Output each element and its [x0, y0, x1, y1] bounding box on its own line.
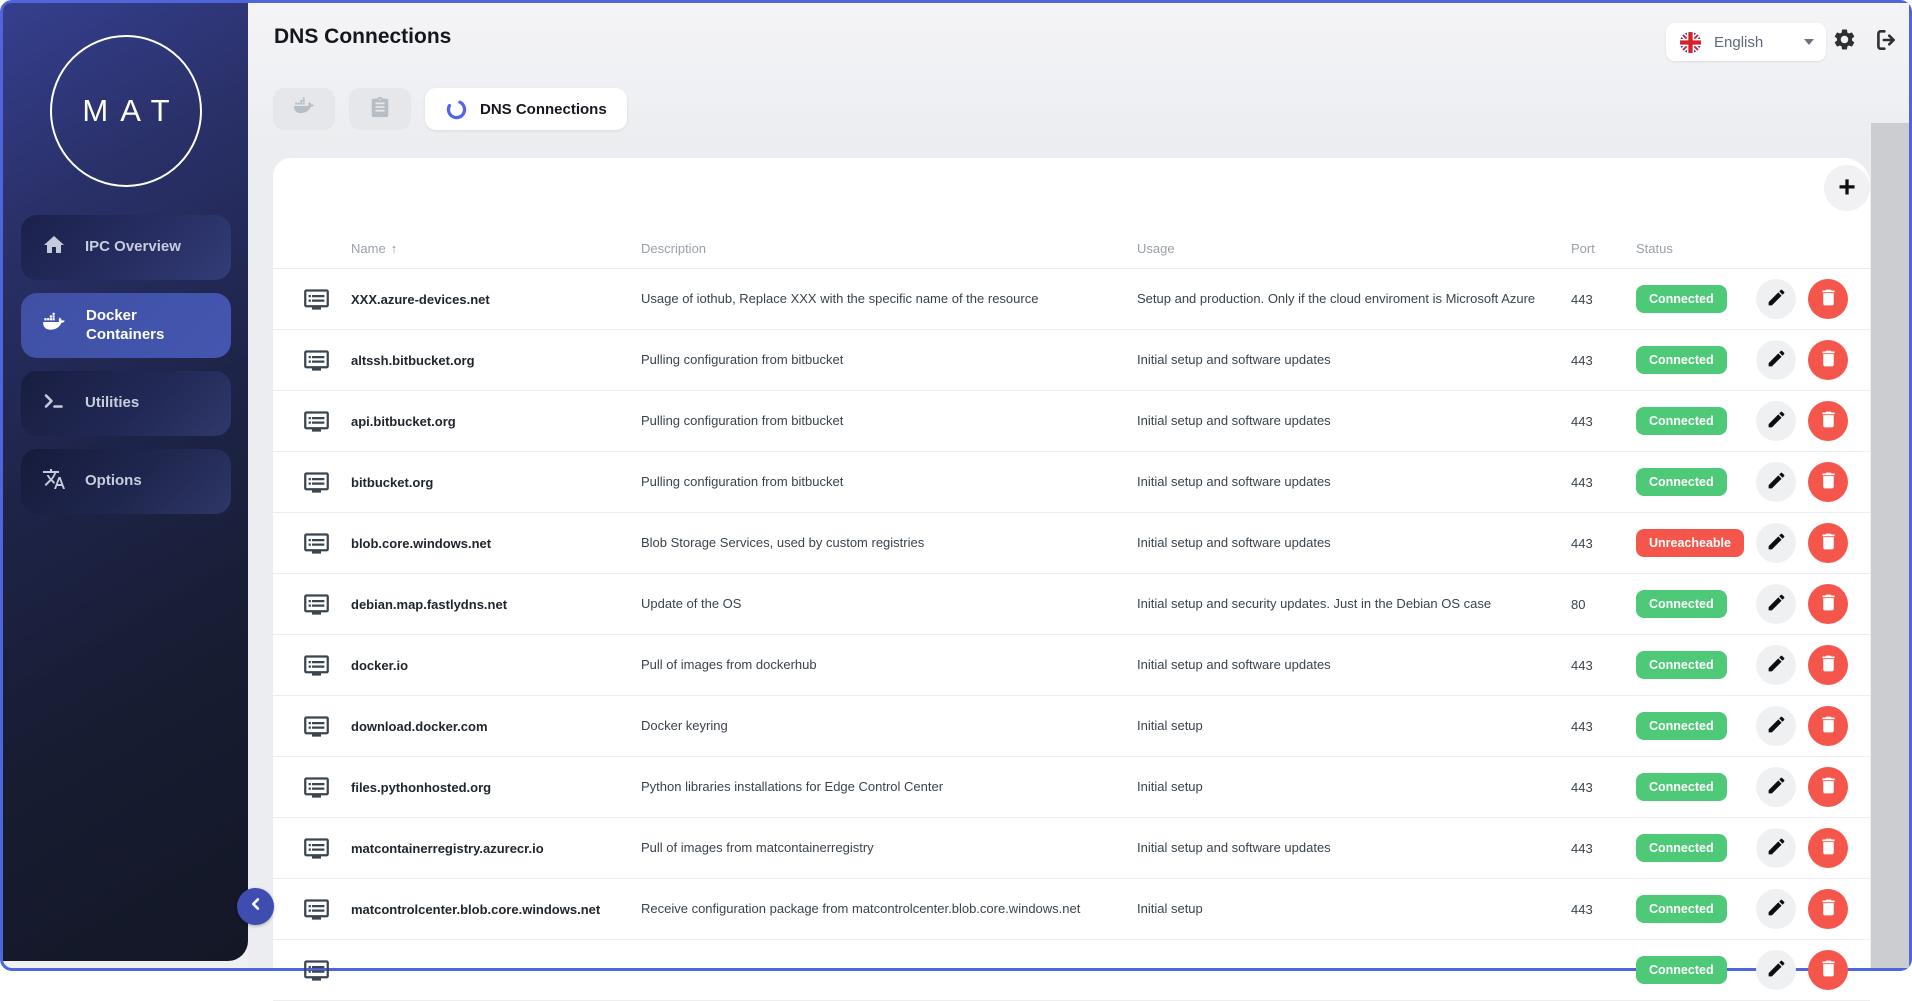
dns-name: matcontrolcenter.blob.core.windows.net — [351, 901, 601, 917]
status-badge: Connected — [1636, 590, 1727, 618]
delete-button[interactable] — [1808, 340, 1848, 380]
pencil-icon — [1766, 348, 1787, 372]
dns-usage: Initial setup and software updates — [1137, 656, 1331, 672]
trash-icon — [1818, 592, 1839, 616]
status-badge: Connected — [1636, 956, 1727, 984]
pencil-icon — [1766, 897, 1787, 921]
dns-usage: Initial setup and software updates — [1137, 473, 1331, 489]
dns-name: altssh.bitbucket.org — [351, 352, 475, 368]
delete-button[interactable] — [1808, 828, 1848, 868]
dns-port: 80 — [1571, 596, 1586, 612]
status-badge: Connected — [1636, 651, 1727, 679]
gear-icon — [1832, 27, 1857, 57]
pencil-icon — [1766, 958, 1787, 982]
home-icon — [42, 233, 66, 263]
dns-name: debian.map.fastlydns.net — [351, 596, 508, 612]
page-title: DNS Connections — [274, 25, 452, 48]
row-actions — [1756, 401, 1848, 441]
dns-usage: Setup and production. Only if the cloud enviroment is Microsoft Azure — [1137, 290, 1536, 306]
sidebar-item-options[interactable] — [21, 449, 231, 514]
pencil-icon — [1766, 653, 1787, 677]
docker-icon — [42, 310, 67, 341]
sidebar-nav — [21, 215, 231, 514]
row-actions — [1756, 828, 1848, 868]
row-actions — [1756, 279, 1848, 319]
pencil-icon — [1766, 592, 1787, 616]
delete-button[interactable] — [1808, 645, 1848, 685]
status-badge: Connected — [1636, 773, 1727, 801]
table-row — [273, 330, 1870, 391]
row-actions — [1756, 767, 1848, 807]
dns-icon — [303, 347, 351, 374]
tab-deployments[interactable] — [349, 88, 411, 130]
tab-docker-containers[interactable] — [273, 88, 335, 130]
dns-icon — [303, 774, 351, 801]
sidebar-item-utilities[interactable] — [21, 371, 231, 436]
dns-name: matcontainerregistry.azurecr.io — [351, 840, 544, 856]
table-row — [273, 757, 1870, 818]
sidebar-item-label: IPC Overview — [85, 238, 181, 256]
dns-port: 443 — [1571, 291, 1593, 307]
dns-description: Docker keyring — [641, 717, 728, 733]
dns-description: Pulling configuration from bitbucket — [641, 412, 844, 428]
dns-usage: Initial setup — [1137, 900, 1203, 916]
column-header-port[interactable]: Port — [1571, 241, 1595, 256]
table-body — [273, 269, 1870, 1001]
table-row — [273, 879, 1870, 940]
table-row — [273, 635, 1870, 696]
dns-description: Pulling configuration from bitbucket — [641, 473, 844, 489]
dns-usage: Initial setup and software updates — [1137, 412, 1331, 428]
column-header-description[interactable]: Description — [641, 241, 707, 256]
language-selector[interactable] — [1666, 23, 1826, 61]
trash-icon — [1818, 714, 1839, 738]
sidebar-item-label: Utilities — [85, 394, 140, 412]
status-badge: Connected — [1636, 895, 1727, 923]
column-header-name[interactable]: Name ↑ — [351, 241, 398, 256]
dns-icon — [303, 896, 351, 923]
chevron-down-icon — [1804, 39, 1814, 45]
translate-icon — [42, 467, 66, 497]
trash-icon — [1818, 897, 1839, 921]
delete-button[interactable] — [1808, 523, 1848, 563]
row-actions — [1756, 950, 1848, 990]
dns-port: 443 — [1571, 352, 1593, 368]
delete-button[interactable] — [1808, 462, 1848, 502]
column-header-status[interactable]: Status — [1636, 241, 1673, 256]
dns-description: Pulling configuration from bitbucket — [641, 351, 844, 367]
table-row — [273, 696, 1870, 757]
row-actions — [1756, 584, 1848, 624]
dns-port: 443 — [1571, 413, 1593, 429]
delete-button[interactable] — [1808, 767, 1848, 807]
status-badge: Connected — [1636, 834, 1727, 862]
edit-button[interactable] — [1756, 645, 1796, 685]
logout-icon — [1873, 27, 1899, 58]
docker-icon — [293, 95, 316, 123]
dns-icon — [303, 286, 351, 313]
status-badge: Connected — [1636, 285, 1727, 313]
status-badge: Connected — [1636, 468, 1727, 496]
dns-description: Python libraries installations for Edge Control Center — [641, 778, 944, 794]
status-badge: Connected — [1636, 346, 1727, 374]
trash-icon — [1818, 958, 1839, 982]
trash-icon — [1818, 836, 1839, 860]
edit-button[interactable] — [1756, 950, 1796, 990]
table-row — [273, 940, 1870, 1001]
pencil-icon — [1766, 287, 1787, 311]
row-actions — [1756, 523, 1848, 563]
settings-button[interactable] — [1831, 29, 1857, 55]
dns-description: Blob Storage Services, used by custom registries — [641, 534, 925, 550]
dns-icon — [303, 835, 351, 862]
dns-description: Usage of iothub, Replace XXX with the specific name of the resource — [641, 290, 1039, 306]
dns-connections-card — [273, 158, 1870, 977]
table-row — [273, 452, 1870, 513]
edit-button[interactable] — [1756, 889, 1796, 929]
scrollbar[interactable] — [1871, 123, 1909, 968]
dns-icon — [303, 591, 351, 618]
table-row — [273, 269, 1870, 330]
dns-name: blob.core.windows.net — [351, 535, 492, 551]
dns-description: Update of the OS — [641, 595, 742, 611]
language-label: English — [1714, 33, 1764, 51]
table-row — [273, 574, 1870, 635]
delete-button[interactable] — [1808, 950, 1848, 990]
sync-icon — [445, 98, 468, 121]
chevron-left-icon — [245, 893, 267, 920]
sort-ascending-icon: ↑ — [390, 241, 398, 256]
sidebar-collapse-button[interactable] — [237, 888, 274, 925]
table-row — [273, 818, 1870, 879]
clipboard-icon — [369, 96, 391, 123]
trash-icon — [1818, 348, 1839, 372]
dns-port: 443 — [1571, 535, 1593, 551]
dns-icon — [303, 469, 351, 496]
dns-name: docker.io — [351, 657, 409, 673]
pencil-icon — [1766, 714, 1787, 738]
sidebar-item-docker-containers[interactable] — [21, 293, 231, 358]
sidebar-item-label: Docker Containers — [86, 306, 165, 343]
pencil-icon — [1766, 775, 1787, 799]
dns-port: 443 — [1571, 474, 1593, 490]
edit-button[interactable] — [1756, 584, 1796, 624]
trash-icon — [1818, 775, 1839, 799]
pencil-icon — [1766, 531, 1787, 555]
logout-button[interactable] — [1873, 29, 1899, 55]
table-row — [273, 513, 1870, 574]
trash-icon — [1818, 409, 1839, 433]
dns-name: files.pythonhosted.org — [351, 779, 492, 795]
status-badge: Unreacheable — [1636, 529, 1744, 557]
row-actions — [1756, 645, 1848, 685]
app-logo — [50, 35, 202, 187]
delete-button[interactable] — [1808, 584, 1848, 624]
sidebar-item-ipc-overview[interactable] — [21, 215, 231, 280]
dns-name: api.bitbucket.org — [351, 413, 456, 429]
dns-port: 443 — [1571, 657, 1593, 673]
pencil-icon — [1766, 836, 1787, 860]
trash-icon — [1818, 653, 1839, 677]
dns-usage: Initial setup and software updates — [1137, 839, 1331, 855]
dns-port: 443 — [1571, 718, 1593, 734]
edit-button[interactable] — [1756, 279, 1796, 319]
edit-button[interactable] — [1756, 523, 1796, 563]
table-header — [273, 229, 1870, 269]
logo-text: MAT — [82, 93, 182, 128]
dns-description: Receive configuration package from matcontrolcenter.blob.core.windows.net — [641, 900, 1081, 916]
tab-dns-connections[interactable] — [425, 88, 627, 130]
main-area — [248, 3, 1909, 977]
dns-description: Pull of images from dockerhub — [641, 656, 817, 672]
trash-icon — [1818, 470, 1839, 494]
edit-button[interactable] — [1756, 401, 1796, 441]
row-actions — [1756, 340, 1848, 380]
dns-usage: Initial setup and security updates. Just in the Debian OS case — [1137, 595, 1492, 611]
edit-button[interactable] — [1756, 767, 1796, 807]
status-badge: Connected — [1636, 712, 1727, 740]
row-actions — [1756, 889, 1848, 929]
edit-button[interactable] — [1756, 340, 1796, 380]
uk-flag-icon — [1679, 31, 1702, 54]
dns-name: XXX.azure-devices.net — [351, 291, 490, 307]
dns-description: Pull of images from matcontainerregistry — [641, 839, 874, 855]
tab-label: DNS Connections — [480, 100, 607, 118]
dns-usage: Initial setup and software updates — [1137, 351, 1331, 367]
trash-icon — [1818, 531, 1839, 555]
add-dns-connection-button[interactable]: + — [1824, 165, 1870, 211]
dns-usage: Initial setup and software updates — [1137, 534, 1331, 550]
sidebar-item-label: Options — [85, 472, 142, 490]
edit-button[interactable] — [1756, 828, 1796, 868]
dns-usage: Initial setup — [1137, 717, 1203, 733]
pencil-icon — [1766, 470, 1787, 494]
dns-icon — [303, 408, 351, 435]
edit-button[interactable] — [1756, 462, 1796, 502]
terminal-icon — [42, 389, 66, 419]
dns-usage: Initial setup — [1137, 778, 1203, 794]
row-actions — [1756, 706, 1848, 746]
dns-port: 443 — [1571, 779, 1593, 795]
dns-icon — [303, 713, 351, 740]
delete-button[interactable] — [1808, 279, 1848, 319]
dns-name: download.docker.com — [351, 718, 488, 734]
delete-button[interactable] — [1808, 401, 1848, 441]
trash-icon — [1818, 287, 1839, 311]
dns-port: 443 — [1571, 901, 1593, 917]
dns-icon — [303, 957, 351, 984]
dns-icon — [303, 530, 351, 557]
dns-port: 443 — [1571, 840, 1593, 856]
table-row — [273, 391, 1870, 452]
delete-button[interactable] — [1808, 889, 1848, 929]
edit-button[interactable] — [1756, 706, 1796, 746]
sidebar — [3, 3, 248, 961]
dns-icon — [303, 652, 351, 679]
tab-bar — [273, 88, 627, 130]
column-header-usage[interactable]: Usage — [1137, 241, 1175, 256]
delete-button[interactable] — [1808, 706, 1848, 746]
row-actions — [1756, 462, 1848, 502]
dns-name: bitbucket.org — [351, 474, 434, 490]
status-badge: Connected — [1636, 407, 1727, 435]
pencil-icon — [1766, 409, 1787, 433]
